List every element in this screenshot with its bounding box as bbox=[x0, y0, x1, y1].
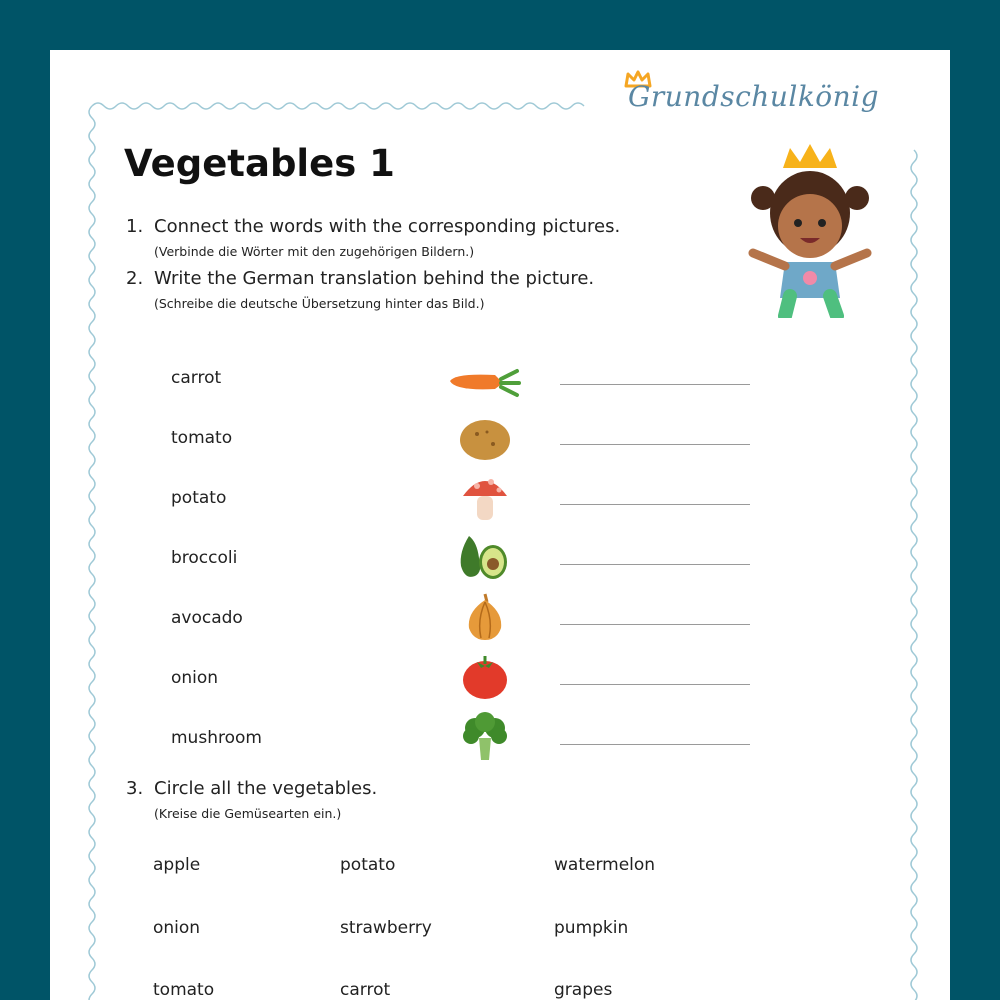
onion-icon bbox=[445, 592, 525, 642]
mushroom-icon bbox=[445, 472, 525, 522]
task-2: 2. Write the German translation behind the picture. bbox=[126, 268, 595, 289]
task-3: 3. Circle all the vegetables. bbox=[126, 778, 378, 799]
circle-word[interactable]: onion bbox=[153, 918, 201, 938]
circle-word[interactable]: grapes bbox=[554, 980, 613, 1000]
girl-with-crown-illustration bbox=[745, 138, 875, 318]
tomato-icon bbox=[445, 652, 525, 702]
task-1: 1. Connect the words with the corresponding pictures. bbox=[126, 216, 621, 237]
task-1-hint: (Verbinde die Wörter mit den zugehörigen Bildern.) bbox=[154, 244, 475, 259]
word-item: carrot bbox=[171, 368, 222, 388]
circle-word[interactable]: strawberry bbox=[340, 918, 432, 938]
word-item: avocado bbox=[171, 608, 243, 628]
brand-logo-text: Grundschulkönig bbox=[628, 80, 880, 113]
word-item: potato bbox=[171, 488, 227, 508]
circle-word[interactable]: potato bbox=[340, 855, 396, 875]
circle-word[interactable]: watermelon bbox=[554, 855, 656, 875]
page-title: Vegetables 1 bbox=[124, 142, 395, 185]
word-item: broccoli bbox=[171, 548, 238, 568]
circle-word[interactable]: pumpkin bbox=[554, 918, 629, 938]
worksheet bbox=[50, 50, 950, 1000]
broccoli-icon bbox=[445, 712, 525, 762]
answer-line[interactable] bbox=[560, 384, 750, 385]
circle-word[interactable]: carrot bbox=[340, 980, 391, 1000]
answer-line[interactable] bbox=[560, 504, 750, 505]
answer-line[interactable] bbox=[560, 744, 750, 745]
answer-line[interactable] bbox=[560, 624, 750, 625]
word-item: mushroom bbox=[171, 728, 262, 748]
avocado-icon bbox=[445, 532, 525, 582]
answer-line[interactable] bbox=[560, 444, 750, 445]
word-item: tomato bbox=[171, 428, 233, 448]
word-item: onion bbox=[171, 668, 219, 688]
carrot-icon bbox=[445, 357, 525, 407]
task-3-hint: (Kreise die Gemüsearten ein.) bbox=[154, 806, 342, 821]
potato-icon bbox=[445, 414, 525, 464]
task-2-hint: (Schreibe die deutsche Übersetzung hinter das Bild.) bbox=[154, 296, 485, 311]
answer-line[interactable] bbox=[560, 684, 750, 685]
circle-word[interactable]: apple bbox=[153, 855, 201, 875]
answer-line[interactable] bbox=[560, 564, 750, 565]
circle-word[interactable]: tomato bbox=[153, 980, 215, 1000]
